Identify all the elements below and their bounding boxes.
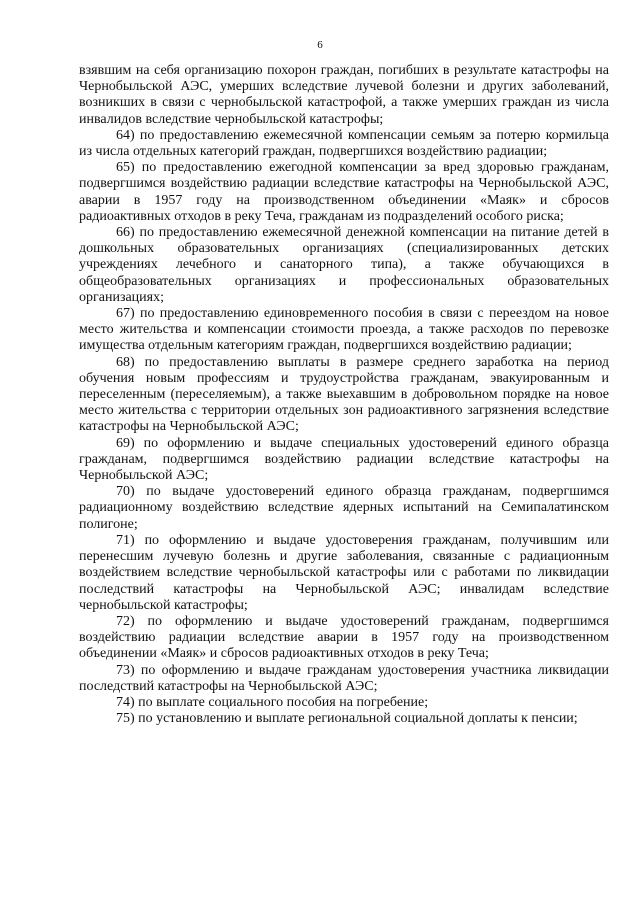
list-item-66: 66) по предоставлению ежемесячной денежной компенсации на питание детей в дошкольных образовательных организациях (специализированных детских учреждениях лечебного и санаторного типа), а также обучающихся в общеобразовательных организациях и профессиональных образовательных организациях;: [79, 225, 609, 305]
list-item-73: 73) по оформлению и выдаче гражданам удостоверения участника ликвидации последствий катастрофы на Чернобыльской АЭС;: [79, 662, 609, 694]
paragraph-continuation: взявшим на себя организацию похорон граждан, погибших в результате катастрофы на Чернобыльской АЭС, умерших вследствие лучевой болезни и других заболеваний, возникших в связи с чернобыльской катастрофой, а также умерших граждан из числа инвалидов вследствие чернобыльской катастрофы;: [79, 63, 609, 127]
list-item-70: 70) по выдаче удостоверений единого образца гражданам, подвергшимся радиационному воздействию вследствие ядерных испытаний на Семипалатинском полигоне;: [79, 484, 609, 532]
list-item-67: 67) по предоставлению единовременного пособия в связи с переездом на новое место жительства и компенсации стоимости проезда, а также расходов по перевозке имущества отдельным категориям граждан, подвергшихся воздействию радиации;: [79, 306, 609, 354]
list-item-69: 69) по оформлению и выдаче специальных удостоверений единого образца гражданам, подвергшимся воздействию радиации вследствие катастрофы на Чернобыльской АЭС;: [79, 435, 609, 484]
list-item-64: 64) по предоставлению ежемесячной компенсации семьям за потерю кормильца из числа отдельных категорий граждан, подвергшихся воздействию радиации;: [79, 127, 609, 160]
list-item-75: 75) по установлению и выплате региональной социальной доплаты к пенсии;: [116, 711, 578, 727]
list-item-68: 68) по предоставлению выплаты в размере среднего заработка на период обучения новым профессиям и трудоустройства гражданам, эвакуированным и переселенным (переселяемым), а также выехавшим в добровольном порядке на новое место жительства с территории отдельных зон радиоактивного загрязнения вследствие катастрофы на Чернобыльской АЭС;: [79, 354, 609, 435]
document-body: [79, 63, 609, 727]
list-item-72: 72) по оформлению и выдаче удостоверений гражданам, подвергшимся воздействию радиации вследствие аварии в 1957 году на производственном объединении «Маяк» и сбросов радиоактивных отходов в реку Теча;: [79, 613, 609, 662]
page-number: 6: [317, 39, 323, 51]
list-item-74: 74) по выплате социального пособия на погребение;: [116, 694, 429, 710]
list-item-65: 65) по предоставлению ежегодной компенсации за вред здоровью гражданам, подвергшимся воздействию радиации вследствие катастрофы на Чернобыльской АЭС, аварии в 1957 году на производственном объединении «Маяк» и сбросов радиоактивных отходов в реку Теча, гражданам из подразделений особого риска;: [79, 160, 609, 224]
list-item-71: 71) по оформлению и выдаче удостоверения гражданам, получившим или перенесшим лучевую болезнь и другие заболевания, связанные с радиационным воздействием вследствие чернобыльской катастрофы или с работами по ликвидации последствий катастрофы на Чернобыльской АЭС; инвалидам вследствие чернобыльской катастрофы;: [79, 532, 609, 613]
